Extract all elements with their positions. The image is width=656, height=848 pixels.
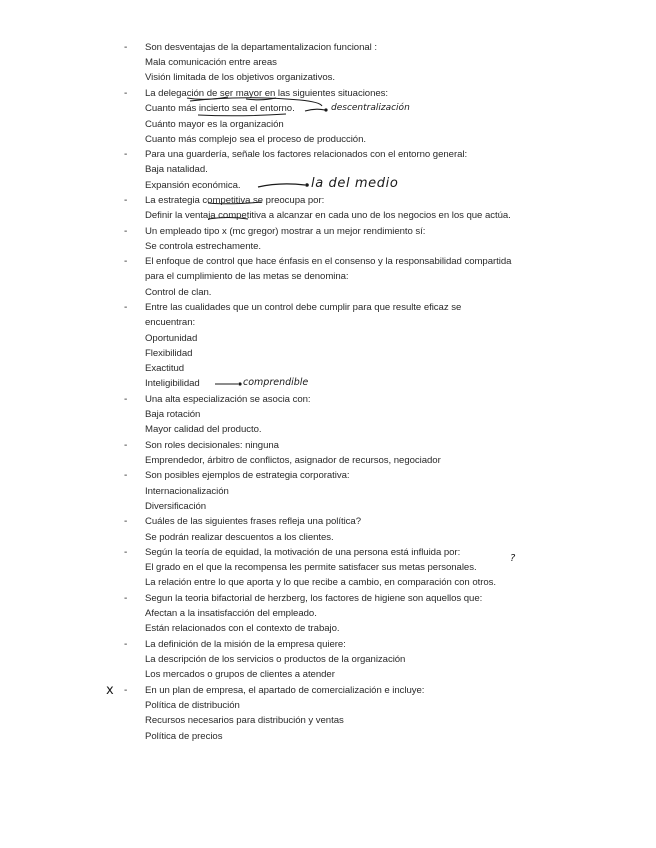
bullet: - xyxy=(124,149,128,160)
answer-text: Baja rotación xyxy=(145,409,201,420)
answer-text: Definir la ventaja competitiva a alcanzar en cada uno de los negocios en los que actúa. xyxy=(145,210,511,221)
bullet: - xyxy=(124,42,128,53)
bullet: - xyxy=(124,547,128,558)
arrow-del-medio xyxy=(258,184,305,187)
bullet: - xyxy=(124,256,128,267)
question-text-continued: encuentran: xyxy=(145,317,196,328)
question-text: Entre las cualidades que un control debe cumplir para que resulte eficaz se xyxy=(145,302,462,313)
question-text: Son posibles ejemplos de estrategia corporativa: xyxy=(145,470,350,481)
question-text: La estrategia competitiva se preocupa por: xyxy=(145,195,325,206)
answer-text: Inteligibilidad xyxy=(145,378,200,389)
question-text-continued: para el cumplimiento de las metas se denomina: xyxy=(145,271,349,282)
bullet: - xyxy=(124,440,128,451)
arrow-dot xyxy=(238,382,241,385)
bullet: - xyxy=(124,470,128,481)
answer-text: Mala comunicación entre areas xyxy=(145,57,277,68)
answer-text: Política de distribución xyxy=(145,700,240,711)
answer-text: Se podrán realizar descuentos a los clientes. xyxy=(145,532,334,543)
annotation-question-mark: ? xyxy=(510,553,516,564)
answer-text: Cuánto mayor es la organización xyxy=(145,119,284,130)
answer-text: Emprendedor, árbitro de conflictos, asignador de recursos, negociador xyxy=(145,455,441,466)
answer-text: La relación entre lo que aporta y lo que recibe a cambio, en comparación con otros. xyxy=(145,577,497,588)
annotation-cross: x xyxy=(106,683,114,698)
bullet: - xyxy=(124,226,128,237)
answer-text: Control de clan. xyxy=(145,287,212,298)
bullet: - xyxy=(124,685,128,696)
answer-text: Expansión económica. xyxy=(145,180,241,191)
answer-text: Oportunidad xyxy=(145,333,198,344)
answer-text: Afectan a la insatisfacción del empleado. xyxy=(145,608,317,619)
bullet: - xyxy=(124,302,128,313)
bullet: - xyxy=(124,88,128,99)
answer-text: Política de precios xyxy=(145,731,223,742)
answer-text: Se controla estrechamente. xyxy=(145,241,262,252)
answer-text: Cuanto más complejo sea el proceso de producción. xyxy=(145,134,366,145)
question-text: Para una guardería, señale los factores relacionados con el entorno general: xyxy=(145,149,468,160)
answer-text: Recursos necesarios para distribución y ventas xyxy=(145,715,344,726)
answer-text: Están relacionados con el contexto de trabajo. xyxy=(145,623,340,634)
question-text: Una alta especialización se asocia con: xyxy=(145,394,311,405)
bullet: - xyxy=(124,639,128,650)
question-text: En un plan de empresa, el apartado de comercialización e incluye: xyxy=(145,685,425,696)
answer-text: Cuanto más incierto sea el entorno. xyxy=(145,103,295,114)
arrow-dot xyxy=(324,108,327,111)
bullet: - xyxy=(124,593,128,604)
answer-text: Diversificación xyxy=(145,501,207,512)
answer-text: Exactitud xyxy=(145,363,185,374)
question-text: Segun la teoria bifactorial de herzberg, los factores de higiene son aquellos que: xyxy=(145,593,483,604)
bullet: - xyxy=(124,516,128,527)
question-text: Cuáles de las siguientes frases refleja una política? xyxy=(145,516,362,527)
answer-text: Mayor calidad del producto. xyxy=(145,424,262,435)
answer-text: El grado en el que la recompensa les permite satisfacer sus metas personales. xyxy=(145,562,477,573)
arrow-descentralizacion xyxy=(305,109,325,111)
bullet: - xyxy=(124,195,128,206)
question-text: El enfoque de control que hace énfasis en el consenso y la responsabilidad compartida xyxy=(145,256,512,267)
bullet: - xyxy=(124,394,128,405)
answer-text: Visión limitada de los objetivos organizativos. xyxy=(145,72,335,83)
answer-text: Internacionalización xyxy=(145,486,229,497)
answer-text: Flexibilidad xyxy=(145,348,193,359)
annotation-comprensible: comprendible xyxy=(243,377,309,388)
answer-text: La descripción de los servicios o productos de la organización xyxy=(145,654,406,665)
question-text: La definición de la misión de la empresa quiere: xyxy=(145,639,346,650)
question-text: Son roles decisionales: ninguna xyxy=(145,440,279,451)
question-text: La delegación de ser mayor en las siguientes situaciones: xyxy=(145,88,389,99)
annotation-descentralizacion: descentralización xyxy=(331,103,410,113)
annotation-del-medio: la del medio xyxy=(311,176,399,191)
question-text: Un empleado tipo x (mc gregor) mostrar a un mejor rendimiento sí: xyxy=(145,226,426,237)
answer-text: Los mercados o grupos de clientes a atender xyxy=(145,669,335,680)
question-text: Según la teoría de equidad, la motivación de una persona está influida por: xyxy=(145,547,461,558)
answer-text: Baja natalidad. xyxy=(145,164,208,175)
arrow-dot xyxy=(305,183,309,187)
question-text: Son desventajas de la departamentalizacion funcional : xyxy=(145,42,377,53)
